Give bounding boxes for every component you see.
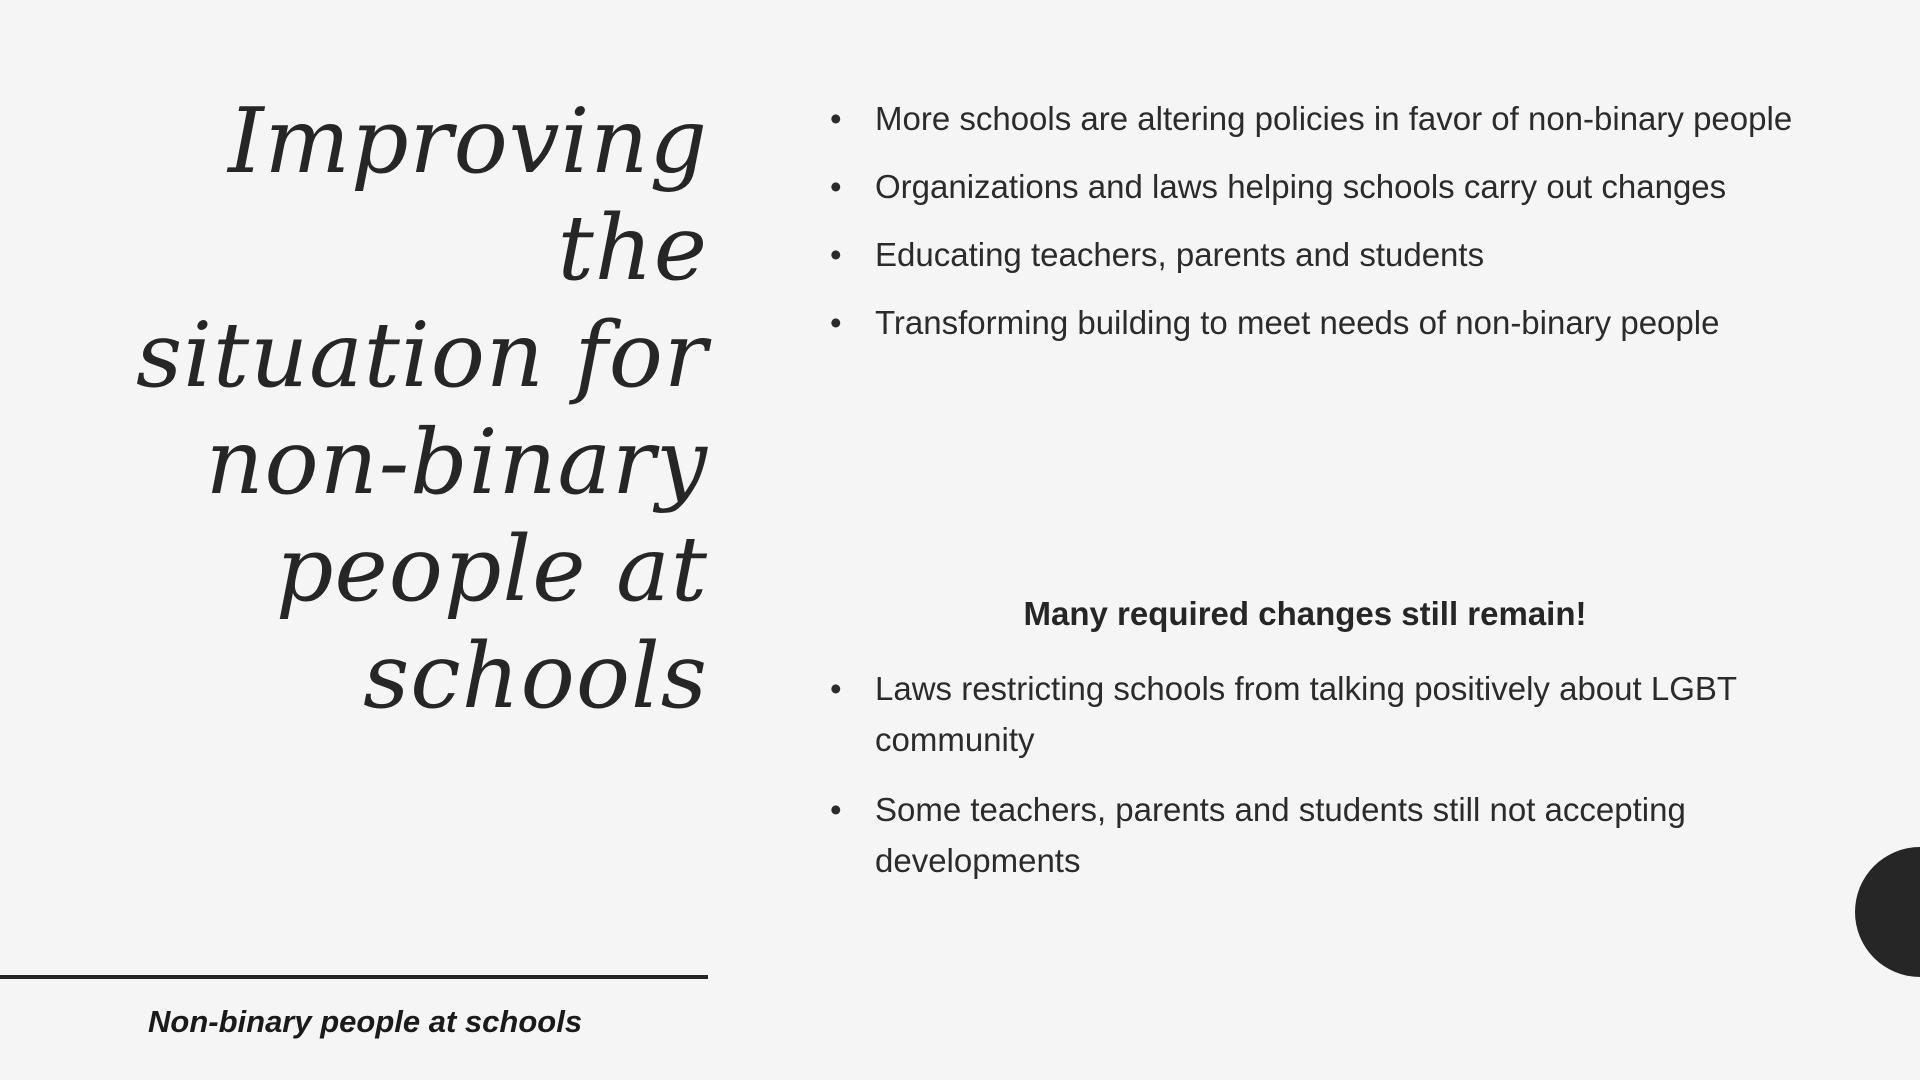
bullet-text: Organizations and laws helping schools carry out changes bbox=[875, 168, 1727, 205]
list-item bbox=[830, 161, 1830, 212]
title-line: situation for bbox=[136, 303, 708, 408]
title-line: people at bbox=[275, 517, 708, 622]
footer-divider bbox=[0, 975, 708, 979]
list-item bbox=[830, 93, 1830, 144]
list-item bbox=[830, 663, 1830, 765]
bullet-text: More schools are altering policies in favor of non-binary people bbox=[875, 100, 1793, 137]
title-line: the bbox=[557, 196, 708, 301]
bullet-dot: • bbox=[830, 236, 842, 273]
remaining-bullet-list bbox=[830, 663, 1830, 905]
title-line: schools bbox=[363, 624, 708, 729]
title-line: non-binary bbox=[205, 410, 708, 515]
bullet-text: Transforming building to meet needs of non-binary people bbox=[875, 304, 1720, 341]
slide-title bbox=[100, 88, 708, 730]
list-item bbox=[830, 784, 1830, 886]
remaining-changes-heading: Many required changes still remain! bbox=[1023, 595, 1587, 632]
bullet-text: Some teachers, parents and students still not accepting developments bbox=[875, 791, 1686, 879]
title-line: Improving bbox=[228, 89, 708, 194]
bullet-dot: • bbox=[830, 168, 842, 205]
list-item bbox=[830, 297, 1830, 348]
decorative-circle bbox=[1855, 847, 1920, 977]
bullet-dot: • bbox=[830, 791, 842, 828]
footer-caption: Non-binary people at schools bbox=[148, 1004, 583, 1039]
bullet-dot: • bbox=[830, 100, 842, 137]
bullet-text: Educating teachers, parents and students bbox=[875, 236, 1485, 273]
bullet-dot: • bbox=[830, 670, 842, 707]
bullet-dot: • bbox=[830, 304, 842, 341]
progress-bullet-list bbox=[830, 93, 1830, 365]
list-item bbox=[830, 229, 1830, 280]
bullet-text: Laws restricting schools from talking positively about LGBT community bbox=[875, 670, 1737, 758]
